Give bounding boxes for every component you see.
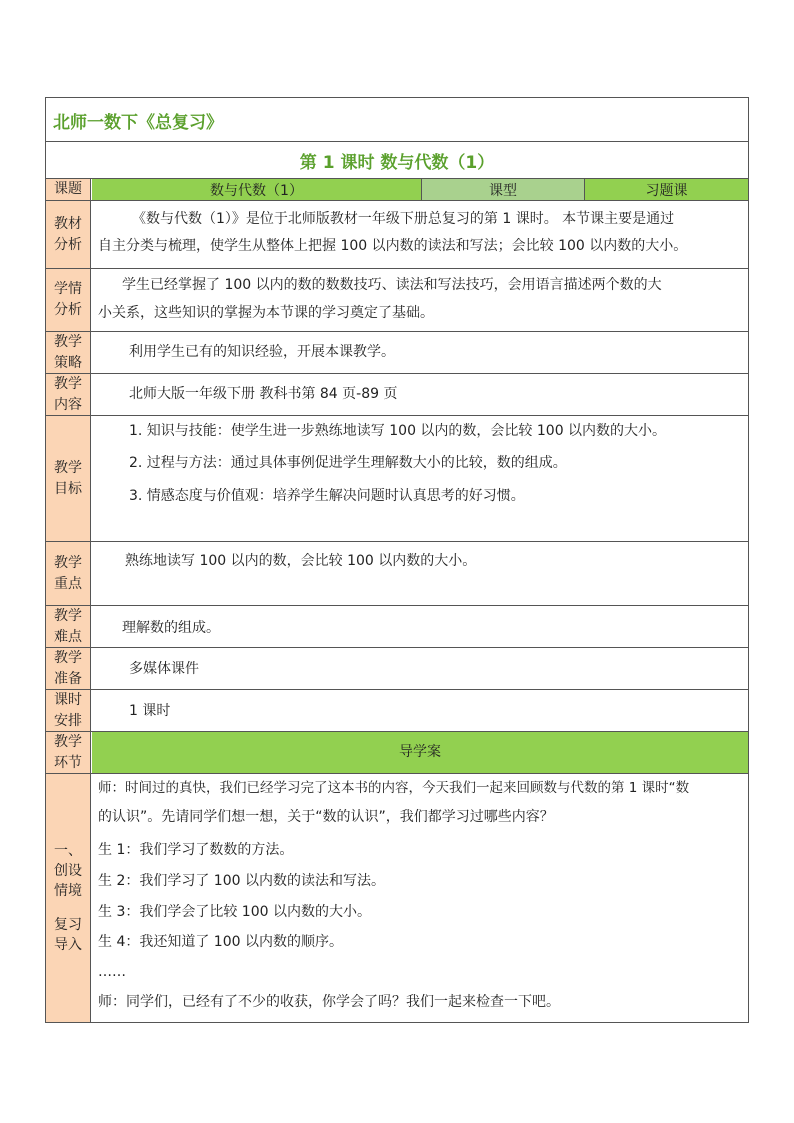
intro-line-4: 生 2：我们学习了 100 以内数的读法和写法。 bbox=[98, 873, 385, 889]
time-content bbox=[92, 690, 748, 731]
goals-label: 教学目标 bbox=[46, 416, 91, 541]
time-row bbox=[46, 690, 748, 732]
time-label: 课时安排 bbox=[46, 690, 91, 731]
intro-line-6: 生 4：我还知道了 100 以内数的顺序。 bbox=[98, 934, 343, 950]
intro-line-1: 师：时间过的真快，我们已经学习完了这本书的内容，今天我们一起来回顾数与代数的第 1 课时“数 bbox=[98, 780, 690, 796]
type-label-cell: 课型 bbox=[422, 179, 585, 200]
goal-item-1: 1. 知识与技能：使学生进一步熟练地读写 100 以内的数，会比较 100 以内数的大小。 bbox=[129, 423, 667, 439]
intro-label-line-1: 一、 bbox=[54, 843, 82, 859]
difficulty-content bbox=[92, 606, 748, 647]
time-text: 1 课时 bbox=[129, 703, 171, 719]
strategy-content bbox=[92, 332, 748, 373]
header-title-row bbox=[46, 98, 748, 142]
intro-content bbox=[92, 774, 748, 1022]
situation-content bbox=[92, 269, 748, 331]
process-row bbox=[46, 732, 748, 774]
lesson-title: 第 1 课时 数与代数（1） bbox=[299, 153, 495, 173]
intro-label-line-2: 创设 bbox=[54, 863, 82, 879]
analysis-label: 教材分析 bbox=[46, 201, 91, 268]
intro-label-line-3: 情境 bbox=[54, 883, 82, 899]
key-content bbox=[92, 542, 748, 605]
analysis-row bbox=[46, 201, 748, 269]
intro-line-8: 师：同学们，已经有了不少的收获，你学会了吗？我们一起来检查一下吧。 bbox=[98, 994, 560, 1010]
goal-item-2: 2. 过程与方法：通过具体事例促进学生理解数大小的比较，数的组成。 bbox=[129, 455, 567, 471]
intro-line-7: …… bbox=[98, 964, 126, 980]
type-value-cell: 习题课 bbox=[585, 179, 748, 200]
topic-cell: 数与代数（1） bbox=[92, 179, 422, 200]
prep-text: 多媒体课件 bbox=[129, 661, 199, 677]
intro-label-line-5: 导入 bbox=[54, 937, 82, 953]
process-header: 导学案 bbox=[92, 732, 748, 773]
situation-row bbox=[46, 269, 748, 332]
content-text: 北师大版一年级下册 教科书第 84 页-89 页 bbox=[129, 386, 398, 402]
difficulty-label: 教学难点 bbox=[46, 606, 91, 647]
situation-line-2: 小关系，这些知识的掌握为本节课的学习奠定了基础。 bbox=[98, 305, 434, 321]
analysis-line-1: 《数与代数（1）》是位于北师版教材一年级下册总复习的第 1 课时。 本节课主要是通过 bbox=[132, 211, 675, 227]
strategy-text: 利用学生已有的知识经验，开展本课教学。 bbox=[129, 344, 395, 360]
header-lesson-row bbox=[46, 142, 748, 179]
goals-content bbox=[92, 416, 748, 541]
content-label: 教学内容 bbox=[46, 374, 91, 415]
prep-label: 教学准备 bbox=[46, 648, 91, 689]
key-row bbox=[46, 542, 748, 606]
difficulty-text: 理解数的组成。 bbox=[122, 620, 220, 636]
strategy-label: 教学策略 bbox=[46, 332, 91, 373]
prep-content bbox=[92, 648, 748, 689]
intro-row bbox=[46, 774, 748, 1022]
content-row bbox=[46, 374, 748, 416]
difficulty-row bbox=[46, 606, 748, 648]
goals-row bbox=[46, 416, 748, 542]
intro-line-2: 的认识”。先请同学们想一想，关于“数的认识”，我们都学习过哪些内容？ bbox=[98, 809, 554, 825]
intro-line-5: 生 3：我们学会了比较 100 以内数的大小。 bbox=[98, 904, 371, 920]
process-label: 教学环节 bbox=[46, 732, 91, 773]
intro-label-line-4: 复习 bbox=[54, 917, 82, 933]
goal-item-3: 3. 情感态度与价值观：培养学生解决问题时认真思考的好习惯。 bbox=[129, 488, 525, 504]
situation-label: 学情分析 bbox=[46, 269, 91, 331]
document-title: 北师一数下《总复习》 bbox=[53, 113, 223, 133]
key-text: 熟练地读写 100 以内的数，会比较 100 以内数的大小。 bbox=[125, 553, 477, 569]
situation-line-1: 学生已经掌握了 100 以内的数的数数技巧、读法和写法技巧，会用语言描述两个数的大 bbox=[122, 277, 662, 293]
analysis-line-2: 自主分类与梳理，使学生从整体上把握 100 以内数的读法和写法；会比较 100 以内数的大小。 bbox=[98, 238, 688, 254]
prep-row bbox=[46, 648, 748, 690]
lesson-plan-table bbox=[45, 97, 749, 1023]
intro-label bbox=[46, 774, 91, 1022]
meta-row bbox=[46, 179, 748, 201]
intro-line-3: 生 1：我们学习了数数的方法。 bbox=[98, 842, 294, 858]
analysis-content bbox=[92, 201, 748, 268]
strategy-row bbox=[46, 332, 748, 374]
key-label: 教学重点 bbox=[46, 542, 91, 605]
meta-label: 课题 bbox=[46, 179, 91, 200]
content-content bbox=[92, 374, 748, 415]
